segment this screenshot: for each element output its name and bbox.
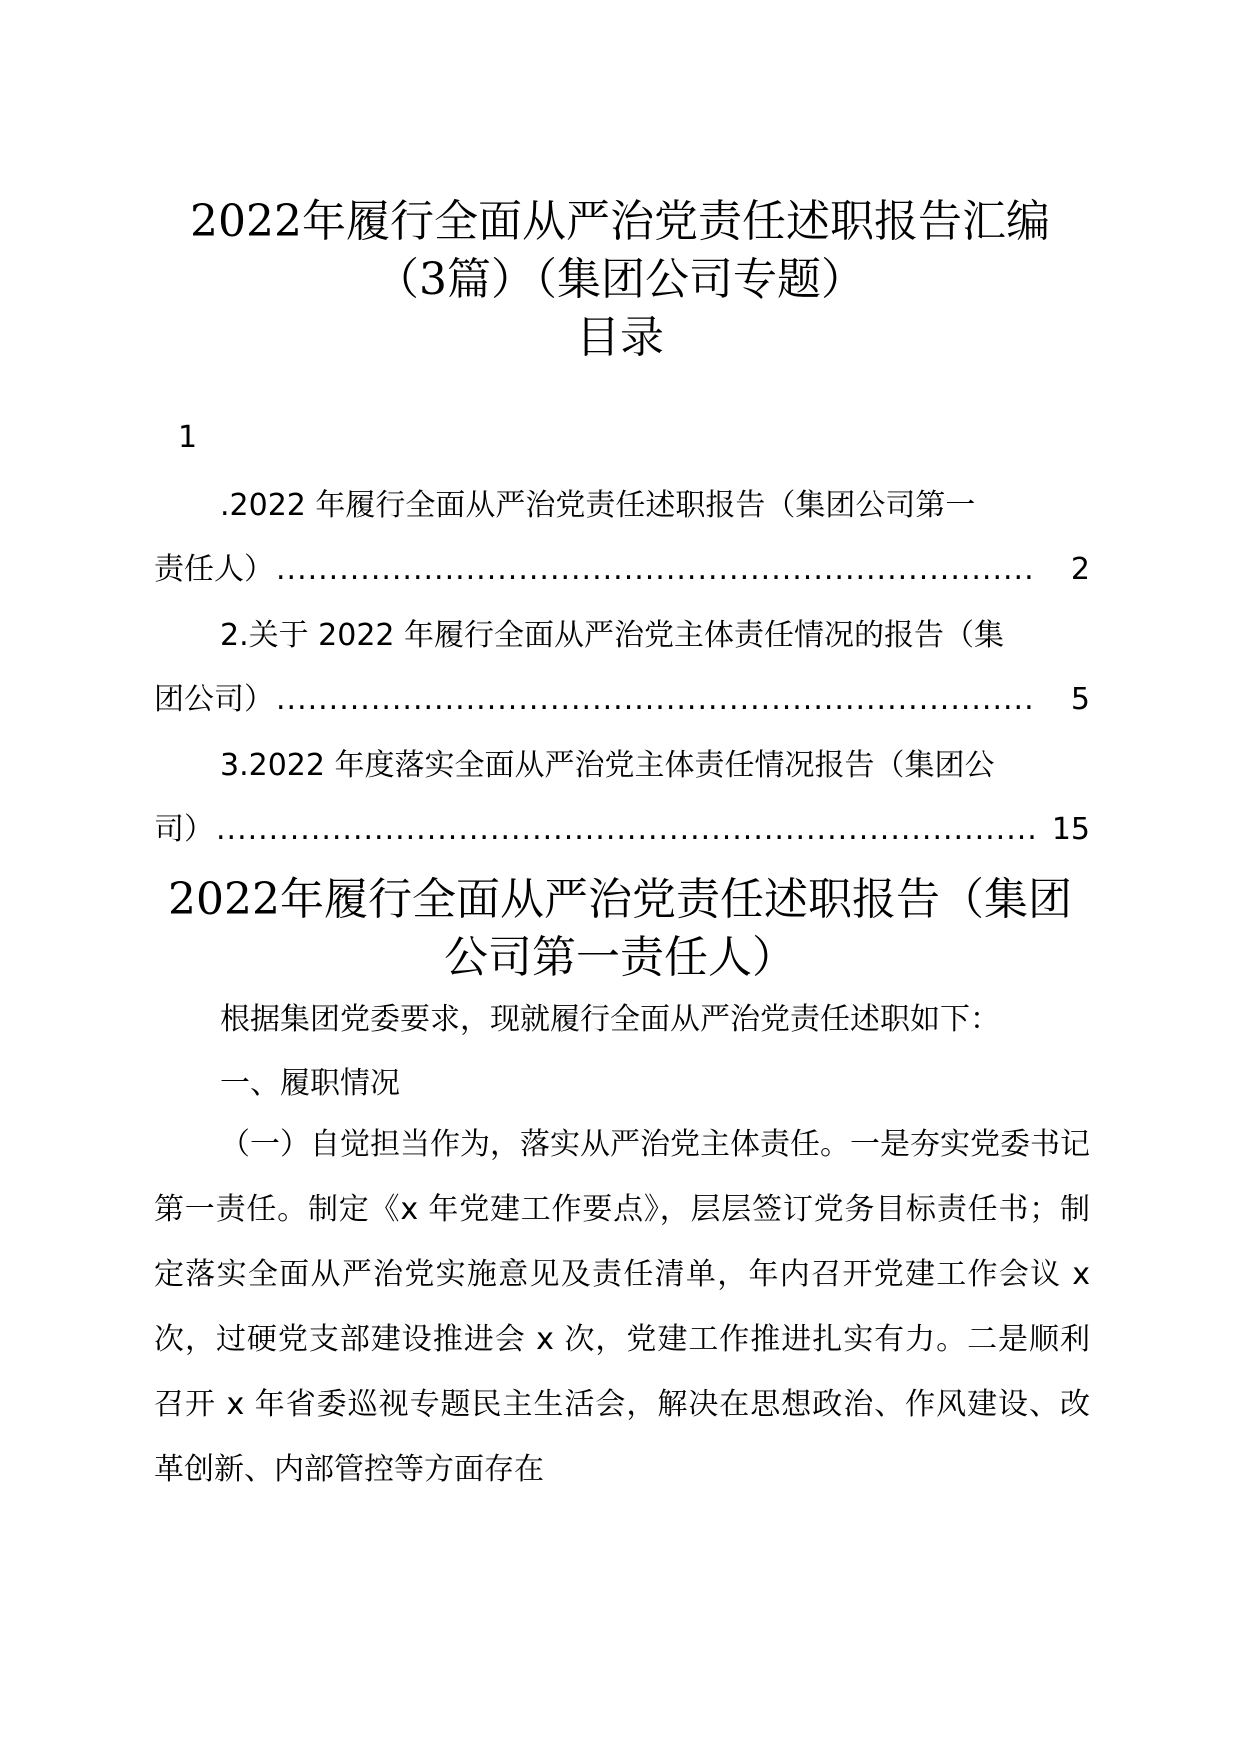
section-title-line2: 公司第一责任人） (444, 932, 796, 983)
doc-title-line1 (140, 190, 1100, 254)
toc-item-3-tail: 司） (154, 812, 214, 847)
toc-item-1-line2[interactable] (154, 550, 1090, 590)
toc-item-1-dots: ........................................................................ (276, 552, 1035, 587)
toc-item-1-page: 2 (1070, 552, 1090, 587)
toc-item-3-dots: .............................................................................. (216, 812, 1038, 847)
toc-item-2-line1[interactable]: 2.关于 2022 年履行全面从严治党主体责任情况的报告（集 (220, 618, 1005, 653)
doc-title-paren: （ (375, 254, 419, 305)
body-paragraph-1: （一）自觉担当作为，落实从严治党主体责任。一是夯实党委书记第一责任。制定《x 年党建工作要点》，层层签订党务目标责任书；制定落实全面从严治党实施意见及责任清单，年内召开党建工作会议 x 次，过硬党支部建设推进会 x 次，党建工作推进扎实有力。二是顺利召开 x 年省委巡视专题民主生活会，解决在思想政治、作风建设、改革创新、内部管控等方面存在 (154, 1127, 1090, 1487)
doc-title-text: 年履行全面从严治党责任述职报告汇编 (301, 196, 1050, 247)
toc-item-1-line1[interactable]: .2022 年履行全面从严治党责任述职报告（集团公司第一 (220, 488, 976, 523)
toc-item-2-page: 5 (1070, 682, 1090, 717)
toc-item-2-dots: ........................................................................ (276, 682, 1035, 717)
body-heading-1: 一、履职情况 (220, 1066, 400, 1101)
toc-heading: 目录 (576, 312, 664, 363)
section-title-year: 2022 (168, 874, 280, 925)
toc-item-1-tail: 责任人） (154, 552, 274, 587)
doc-title-year: 2022 (190, 196, 302, 247)
toc-item-2-tail: 团公司） (154, 682, 274, 717)
doc-title-count: 3 (419, 254, 447, 305)
section-title-text: 年履行全面从严治党责任述职报告（集团 (279, 874, 1072, 925)
toc-item-3-page: 15 (1051, 812, 1090, 847)
toc-marker: 1 (178, 420, 198, 455)
body-intro: 根据集团党委要求，现就履行全面从严治党责任述职如下： (220, 1002, 1000, 1037)
toc-item-2-line2[interactable] (154, 680, 1090, 720)
toc-item-3-line2[interactable] (154, 810, 1090, 850)
section-title-line1 (140, 868, 1100, 932)
toc-item-3-line1[interactable]: 3.2022 年度落实全面从严治党主体责任情况报告（集团公 (220, 748, 995, 783)
doc-title-subtitle: 篇）（集团公司专题） (447, 254, 865, 305)
doc-title-line2 (140, 248, 1100, 312)
